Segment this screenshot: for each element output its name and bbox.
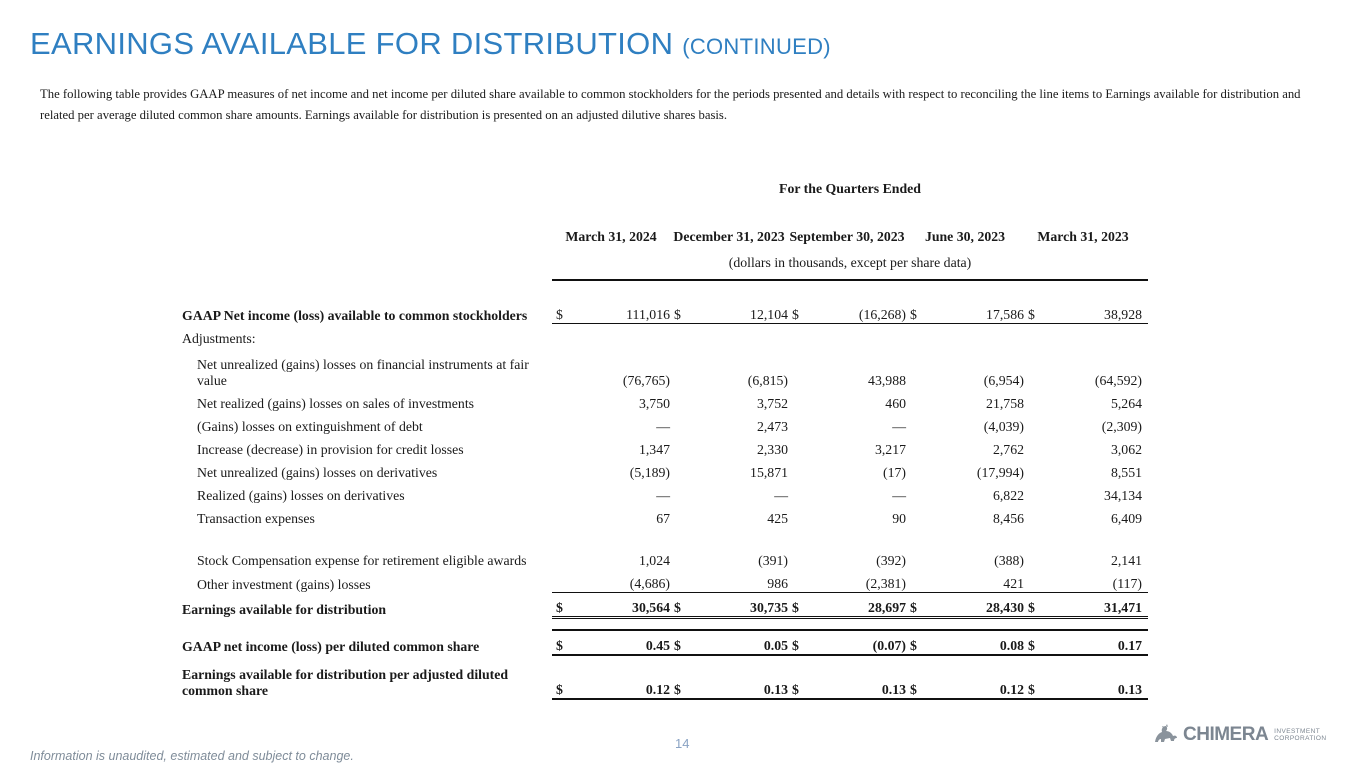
value-cell: 0.13 — [1036, 655, 1142, 699]
spacer-cell — [918, 618, 1024, 631]
row-label: Net unrealized (gains) losses on derivatives — [197, 465, 438, 480]
value-cell: 90 — [892, 511, 906, 526]
currency-symbol: $ — [552, 630, 564, 655]
value-cell: 421 — [1003, 576, 1024, 591]
currency-symbol: $ — [670, 593, 682, 618]
column-header: March 31, 2023 — [1037, 229, 1129, 244]
trail-cell — [1142, 412, 1148, 435]
spacer-cell — [552, 324, 564, 348]
currency-symbol: $ — [1024, 655, 1036, 699]
spacer-cell — [670, 435, 682, 458]
spacer-cell — [906, 504, 918, 527]
spacer-cell — [800, 324, 906, 348]
value-cell: 0.13 — [682, 655, 788, 699]
value-cell: — — [774, 488, 788, 503]
value-cell: 28,697 — [800, 593, 906, 618]
spacer-cell — [788, 435, 800, 458]
value-cell: 3,750 — [638, 396, 670, 411]
chimera-lion-icon — [1153, 724, 1179, 746]
value-cell: 0.12 — [918, 655, 1024, 699]
value-cell: 3,062 — [1110, 442, 1142, 457]
value-cell: — — [892, 419, 906, 434]
spacer-cell — [552, 504, 564, 527]
trail-cell — [1142, 435, 1148, 458]
spacer-row — [182, 618, 1148, 631]
value-cell: (5,189) — [629, 465, 670, 480]
table-column-header-row — [182, 197, 1148, 247]
value-cell: 5,264 — [1110, 396, 1142, 411]
spacer-cell — [1024, 324, 1036, 348]
value-cell: 17,586 — [918, 280, 1024, 324]
value-cell: 8,551 — [1110, 465, 1142, 480]
trail-cell — [1142, 504, 1148, 527]
value-cell: (2,381) — [865, 576, 906, 591]
value-cell: (6,954) — [983, 373, 1024, 388]
value-cell: (4,039) — [983, 419, 1024, 434]
adjustment-row — [182, 569, 1148, 593]
logo-wordmark: CHIMERA — [1183, 724, 1269, 745]
adjustment-row — [182, 347, 1148, 389]
adjustments-label: Adjustments: — [182, 331, 256, 346]
spacer-cell — [906, 389, 918, 412]
spacer-cell — [1024, 389, 1036, 412]
value-cell: (17,994) — [976, 465, 1024, 480]
currency-symbol: $ — [1024, 280, 1036, 324]
row-label: Transaction expenses — [197, 511, 315, 526]
value-cell: 6,409 — [1110, 511, 1142, 526]
column-header: September 30, 2023 — [789, 229, 905, 244]
column-header: March 31, 2024 — [565, 229, 657, 244]
spacer-cell — [564, 618, 670, 631]
spacer-cell — [1024, 412, 1036, 435]
header-spacer — [182, 247, 552, 280]
spacer-cell — [788, 504, 800, 527]
spacer-cell — [1024, 527, 1036, 569]
value-cell: 43,988 — [868, 373, 906, 388]
row-label: Stock Compensation expense for retirement eligible awards — [197, 553, 527, 568]
spacer-cell — [788, 527, 800, 569]
trail-cell — [1142, 458, 1148, 481]
value-cell: 2,330 — [756, 442, 788, 457]
spacer-cell — [1024, 504, 1036, 527]
currency-symbol: $ — [1024, 593, 1036, 618]
currency-symbol: $ — [906, 280, 918, 324]
spacer-cell — [670, 618, 682, 631]
gaap-net-income-row — [182, 280, 1148, 324]
value-cell: 986 — [767, 576, 788, 591]
spacer-cell — [1024, 481, 1036, 504]
row-label: (Gains) losses on extinguishment of debt — [197, 419, 423, 434]
spacer-cell — [1024, 458, 1036, 481]
value-cell: 3,217 — [874, 442, 906, 457]
value-cell: 30,564 — [564, 593, 670, 618]
value-cell: 12,104 — [682, 280, 788, 324]
adjustment-row — [182, 458, 1148, 481]
spacer-cell — [906, 458, 918, 481]
spacer-cell — [1036, 618, 1142, 631]
spacer-cell — [670, 504, 682, 527]
row-label: GAAP net income (loss) per diluted common share — [182, 639, 480, 654]
title-main: EARNINGS AVAILABLE FOR DISTRIBUTION — [30, 26, 674, 61]
spacer-cell — [788, 618, 800, 631]
spacer-cell — [788, 347, 800, 389]
trail-cell — [1142, 389, 1148, 412]
spacer-cell — [918, 324, 1024, 348]
value-cell: (388) — [994, 553, 1024, 568]
currency-symbol: $ — [552, 593, 564, 618]
page-number: 14 — [675, 736, 690, 751]
value-cell: (17) — [883, 465, 906, 480]
spacer-cell — [906, 481, 918, 504]
header-spacer — [1142, 197, 1148, 247]
spacer-cell — [182, 618, 552, 631]
value-cell: 425 — [767, 511, 788, 526]
trail-cell — [1142, 593, 1148, 618]
trail-cell — [1142, 655, 1148, 699]
row-label: Increase (decrease) in provision for credit losses — [197, 442, 464, 457]
spacer-cell — [906, 347, 918, 389]
spacer-cell — [552, 458, 564, 481]
header-spacer — [182, 197, 552, 247]
value-cell: 67 — [656, 511, 670, 526]
spacer-cell — [788, 458, 800, 481]
adjustments-label-row — [182, 324, 1148, 348]
group-header: For the Quarters Ended — [779, 181, 921, 196]
value-cell: 8,456 — [992, 511, 1024, 526]
spacer-cell — [564, 324, 670, 348]
table-units-row — [182, 247, 1148, 280]
spacer-cell — [552, 481, 564, 504]
spacer-cell — [552, 389, 564, 412]
spacer-cell — [552, 435, 564, 458]
value-cell: 28,430 — [918, 593, 1024, 618]
spacer-cell — [1036, 324, 1142, 348]
column-header: December 31, 2023 — [673, 229, 785, 244]
value-cell: 31,471 — [1036, 593, 1142, 618]
trail-cell — [1142, 280, 1148, 324]
currency-symbol: $ — [788, 630, 800, 655]
value-cell: (117) — [1112, 576, 1142, 591]
currency-symbol: $ — [906, 655, 918, 699]
spacer-cell — [670, 481, 682, 504]
spacer-cell — [906, 324, 918, 348]
trail-cell — [1142, 527, 1148, 569]
spacer-cell — [1024, 435, 1036, 458]
adjustment-row — [182, 435, 1148, 458]
spacer-cell — [552, 347, 564, 389]
value-cell: 0.17 — [1036, 630, 1142, 655]
spacer-cell — [788, 412, 800, 435]
value-cell: 38,928 — [1036, 280, 1142, 324]
spacer-cell — [906, 412, 918, 435]
spacer-cell — [1024, 347, 1036, 389]
gaap-eps-row — [182, 630, 1148, 655]
company-logo — [1153, 724, 1326, 746]
adjustment-row — [182, 527, 1148, 569]
value-cell: 111,016 — [564, 280, 670, 324]
value-cell: (16,268) — [800, 280, 906, 324]
value-cell: (391) — [758, 553, 788, 568]
value-cell: 3,752 — [756, 396, 788, 411]
spacer-cell — [552, 569, 564, 593]
spacer-cell — [800, 618, 906, 631]
spacer-cell — [906, 527, 918, 569]
adjustment-row — [182, 481, 1148, 504]
trail-cell — [1142, 569, 1148, 593]
spacer-cell — [1024, 618, 1036, 631]
ead-total-row — [182, 593, 1148, 618]
table-group-header-row — [182, 172, 1148, 197]
spacer-cell — [906, 569, 918, 593]
value-cell: (0.07) — [800, 630, 906, 655]
spacer-cell — [788, 481, 800, 504]
currency-symbol: $ — [670, 280, 682, 324]
spacer-cell — [1142, 324, 1148, 348]
logo-subtitle — [1274, 728, 1326, 742]
spacer-cell — [552, 527, 564, 569]
row-label: Earnings available for distribution — [182, 601, 387, 617]
spacer-cell — [670, 324, 682, 348]
currency-symbol: $ — [788, 593, 800, 618]
value-cell: — — [892, 488, 906, 503]
intro-paragraph: The following table provides GAAP measures of net income and net income per diluted share available to common stockholders for the periods presented and details with respect to reconciling the line items to Earnings available for distribution and related per average diluted common share amounts. Earnings available for distribution is presented on an adjusted dilutive shares basis. — [40, 87, 1301, 122]
value-cell: (6,815) — [747, 373, 788, 388]
adjustment-row — [182, 504, 1148, 527]
spacer-cell — [788, 389, 800, 412]
spacer-cell — [670, 569, 682, 593]
value-cell: 0.05 — [682, 630, 788, 655]
currency-symbol: $ — [1024, 630, 1036, 655]
currency-symbol: $ — [906, 593, 918, 618]
currency-symbol: $ — [906, 630, 918, 655]
value-cell: 2,473 — [756, 419, 788, 434]
value-cell: — — [656, 419, 670, 434]
value-cell: 6,822 — [992, 488, 1024, 503]
row-label: Realized (gains) losses on derivatives — [197, 488, 405, 503]
currency-symbol: $ — [788, 655, 800, 699]
adjustment-row — [182, 412, 1148, 435]
value-cell: 1,024 — [638, 553, 670, 568]
value-cell: 21,758 — [986, 396, 1024, 411]
spacer-cell — [552, 618, 564, 631]
spacer-cell — [682, 618, 788, 631]
spacer-cell — [1142, 618, 1148, 631]
value-cell: 0.12 — [564, 655, 670, 699]
value-cell: (392) — [876, 553, 906, 568]
adjustment-row — [182, 389, 1148, 412]
spacer-cell — [670, 458, 682, 481]
spacer-cell — [788, 569, 800, 593]
earnings-table — [182, 172, 1148, 700]
header-spacer — [182, 172, 552, 197]
currency-symbol: $ — [788, 280, 800, 324]
units-note: (dollars in thousands, except per share data) — [728, 255, 972, 270]
row-label: Earnings available for distribution per adjusted diluted common share — [182, 667, 509, 698]
spacer-cell — [906, 435, 918, 458]
ead-eps-row — [182, 655, 1148, 699]
row-label: Net unrealized (gains) losses on financial instruments at fair value — [197, 357, 529, 388]
value-cell: 2,141 — [1110, 553, 1142, 568]
currency-symbol: $ — [670, 630, 682, 655]
disclaimer: Information is unaudited, estimated and subject to change. — [30, 749, 354, 763]
value-cell: 0.45 — [564, 630, 670, 655]
currency-symbol: $ — [670, 655, 682, 699]
value-cell: — — [656, 488, 670, 503]
currency-symbol: $ — [552, 280, 564, 324]
value-cell: 0.08 — [918, 630, 1024, 655]
logo-sub-line-2: CORPORATION — [1274, 735, 1327, 742]
value-cell: 2,762 — [992, 442, 1024, 457]
page-title — [30, 26, 831, 62]
row-label: Other investment (gains) losses — [197, 576, 371, 592]
spacer-cell — [670, 527, 682, 569]
currency-symbol: $ — [552, 655, 564, 699]
spacer-cell — [552, 412, 564, 435]
spacer-cell — [670, 389, 682, 412]
row-label: Net realized (gains) losses on sales of investments — [197, 396, 475, 411]
value-cell: (64,592) — [1094, 373, 1142, 388]
spacer-cell — [670, 412, 682, 435]
value-cell: (76,765) — [622, 373, 670, 388]
title-suffix: (CONTINUED) — [682, 34, 831, 59]
spacer-cell — [1024, 569, 1036, 593]
value-cell: 460 — [885, 396, 906, 411]
trail-cell — [1142, 630, 1148, 655]
spacer-cell — [682, 324, 788, 348]
spacer-cell — [788, 324, 800, 348]
column-header: June 30, 2023 — [924, 229, 1006, 244]
trail-cell — [1142, 347, 1148, 389]
value-cell: (4,686) — [629, 576, 670, 591]
trail-cell — [1142, 481, 1148, 504]
value-cell: 34,134 — [1104, 488, 1142, 503]
spacer-cell — [906, 618, 918, 631]
value-cell: 15,871 — [750, 465, 788, 480]
value-cell: (2,309) — [1101, 419, 1142, 434]
value-cell: 1,347 — [638, 442, 670, 457]
row-label: GAAP Net income (loss) available to common stockholders — [182, 307, 528, 323]
logo-sub-line-1: INVESTMENT — [1274, 728, 1321, 735]
spacer-cell — [670, 347, 682, 389]
value-cell: 30,735 — [682, 593, 788, 618]
value-cell: 0.13 — [800, 655, 906, 699]
